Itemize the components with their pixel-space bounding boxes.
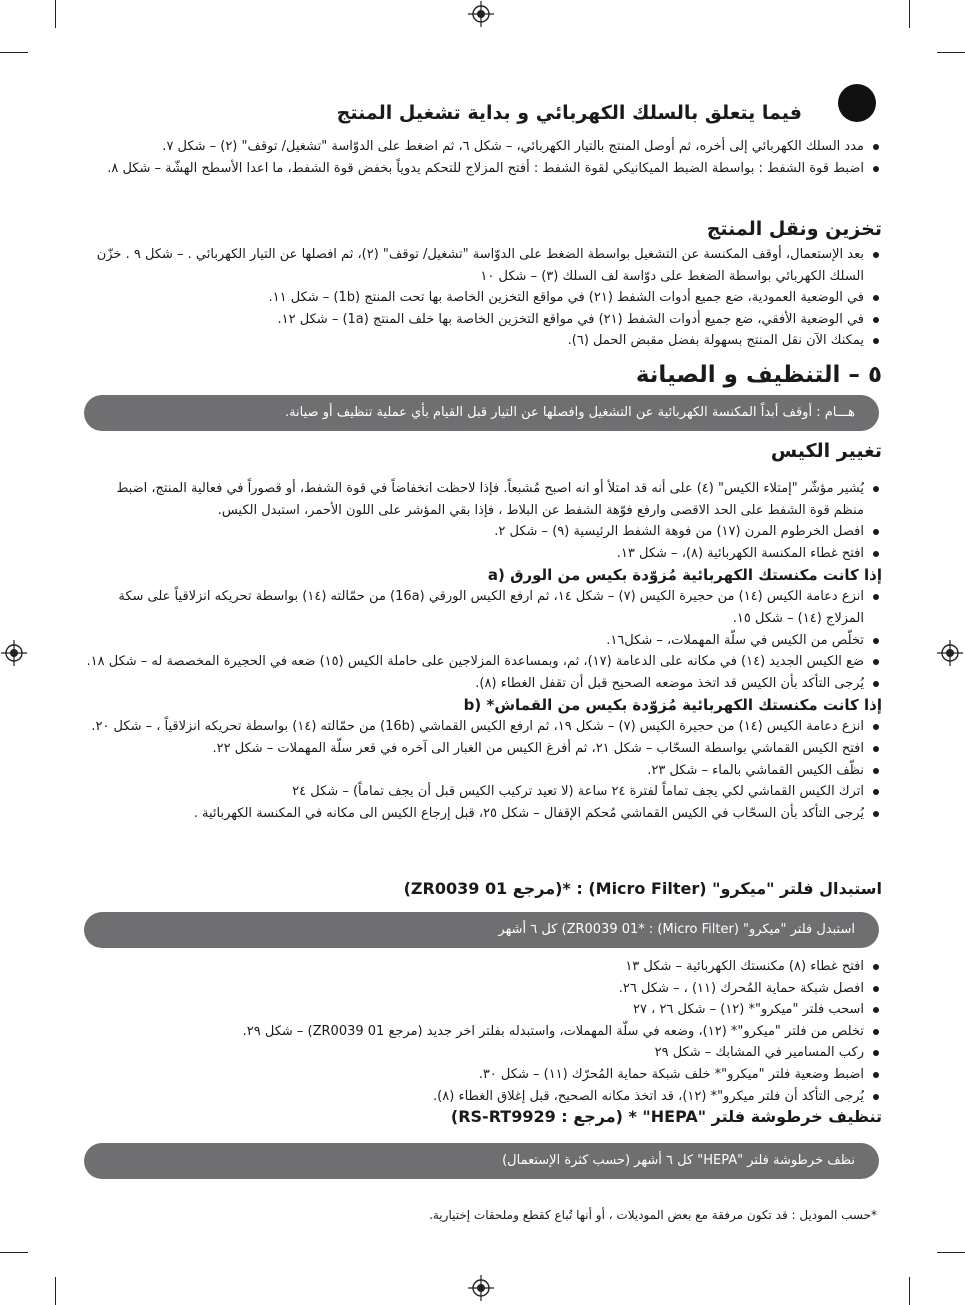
section-marker-dot	[838, 84, 876, 122]
list-item: يُرجى التأكد أن فلتر ميكرو"* (١٢)، قد اتخذ مكانه الصحيح، قبل إغلاق الغطاء (٨).	[82, 1086, 882, 1108]
list-item: ركب المسامير في المشابك – شكل ٢٩	[82, 1042, 882, 1064]
list-item: افتح غطاء (٨) مكنستك الكهربائية – شكل ١٣	[82, 956, 882, 978]
info-banner: نظف خرطوشة فلتر "HEPA" كل ٦ أشهر (حسب كثرة الإستعمال)	[84, 1143, 879, 1179]
list-item: يمكنك الآن نقل المنتج بسهولة بفضل مقبض الحمل (٦).	[82, 330, 882, 352]
list-item: في الوضعية العمودية، ضع جميع أدوات الشفط (٢١) في مواقع التخزين الخاصة بها تحت المنتج (1b) – شكل ١١.	[82, 287, 882, 309]
list-item: يُشير مؤشّر "إمتلاء الكيس" (٤) على أنه قد امتلأ أو انه اصبح مُشبعاً. فإذا لاحظت انخفاضاً في قوة الشفط، أو قصوراً في فعالية المنتج، اضبط منظم قوة الشفط على الحد الاقصى وارفع فوّهة الشفط عن البلاط ، فإذا بقي المؤشر على اللون الأحمر، استبدل الكيس.	[82, 478, 882, 521]
section-title: تنظيف خرطوشة فلتر "HEPA" * (مرجع : RS-RT9929)	[450, 1107, 882, 1126]
list-item: اضبط قوة الشفط : بواسطة الضبط الميكانيكي لقوة الشفط : أفتح المزلاج للتحكم يدوياً بخفض قوة الشفط، ما اعدا الأسطح الهشّة – شكل ٨.	[82, 158, 882, 180]
crop-mark	[55, 0, 56, 28]
section-title: تغيير الكيس	[770, 440, 882, 462]
list-item: انزع دعامة الكيس (١٤) من حجيرة الكيس (٧) – شكل ١٩، ثم ارفع الكيس القماشي (16b) من حمّالته (١٤) بواسطة تحريكه انزلاقياً ، – شكل ٢٠.	[82, 716, 882, 738]
footnote: *حسب الموديل : قد تكون مرفقة مع بعض الموديلات ، أو أنها تُباع كقطع وملحقات إختيارية.	[429, 1208, 877, 1222]
crop-mark	[909, 0, 910, 28]
list-item: اسحب فلتر "ميكرو"* (١٢) – شكل ٢٦ ، ٢٧	[82, 999, 882, 1021]
crop-mark	[909, 1277, 910, 1305]
list-item: انزع دعامة الكيس (١٤) من حجيرة الكيس (٧) – شكل ١٤، ثم ارفع الكيس الورقي (16a) من حمّالته (١٤) بواسطة تحريكه انزلاقياً على سكة المزلاج (١٤) – شكل ١٥.	[82, 586, 882, 629]
section-title: فيما يتعلق بالسلك الكهربائي و بداية تشغيل المنتج	[336, 102, 802, 124]
crop-mark	[0, 1252, 28, 1253]
section-power-cord	[82, 100, 802, 126]
section-title: تخزين ونقل المنتج	[706, 218, 882, 240]
section-micro-filter	[82, 878, 882, 900]
subsection-a-title	[82, 564, 882, 586]
registration-mark-left	[1, 640, 27, 666]
crop-mark	[937, 1252, 965, 1253]
section-storage	[82, 216, 882, 352]
section-title: ٥ – التنظيف و الصيانة	[635, 362, 882, 388]
list-item: نظّف الكيس القماشي بالماء – شكل ٢٣.	[82, 760, 882, 782]
list-item: افصل الخرطوم المرن (١٧) من فوهة الشفط الرئيسية (٩) – شكل ٢.	[82, 521, 882, 543]
section-title: استبدال فلتر "ميكرو" (Micro Filter) : *(مرجع ZR0039 01)	[403, 879, 882, 898]
subsection-a-text: إذا كانت مكنستك الكهربائية مُزوّدة بكيس من الورق	[510, 566, 882, 585]
subsection-b-letter: b)	[463, 696, 482, 715]
list-item: ضع الكيس الجديد (١٤) في مكانه على الدعامة (١٧)، ثم، وبمساعدة المزلاجين على حاملة الكيس (١٥) ضعه في الحجيرة المخصصة له – شكل ١٨.	[82, 651, 882, 673]
section-cleaning	[82, 360, 882, 390]
subsection-a-letter: a)	[487, 566, 505, 585]
warning-banner: هـــام : أوقف أبداً المكنسة الكهربائية عن التشغيل وافصلها عن التيار قبل القيام بأي عملية تنظيف أو صيانة.	[84, 395, 879, 431]
crop-mark	[55, 1277, 56, 1305]
list-item: اضبط وضعية فلتر "ميكرو"* خلف شبكة حماية المُحرّك (١١) – شكل ٣٠.	[82, 1064, 882, 1086]
list-item: بعد الإستعمال، أوقف المكنسة عن التشغيل بواسطة الضغط على الدوّاسة "تشغيل/ توقف" (٢)، ثم افصلها عن التيار الكهربائي . – شكل ٩ . خزّن السلك الكهربائي بواسطة الضغط على دوّاسة لف السلك (٣) – شكل ١٠	[82, 244, 882, 287]
list-item: تخلّص من الكيس في سلّة المهملات، – شكل١٦.	[82, 630, 882, 652]
section-bag-change	[82, 438, 882, 824]
crop-mark	[0, 52, 28, 53]
crop-mark	[937, 52, 965, 53]
list-item: يُرجى التأكد بأن الكيس قد اتخذ موضعه الصحيح قبل أن تقفل الغطاء (٨).	[82, 673, 882, 695]
registration-mark-bottom	[468, 1275, 494, 1301]
list-item: افصل شبكة حماية المُحرك (١١) ، – شكل ٢٦.	[82, 978, 882, 1000]
list-item: تخلص من فلتر "ميكرو"* (١٢)، وضعه في سلّة المهملات، واستبدله بفلتر اخر جديد (مرجع ZR0039 01) – شكل ٢٩.	[82, 1021, 882, 1043]
list-item: يُرجى التأكد بأن السحّاب في الكيس القماشي مُحكم الإقفال – شكل ٢٥، قبل إرجاع الكيس الى مكانه في المكنسة الكهربائية .	[82, 803, 882, 825]
subsection-b-title	[82, 694, 882, 716]
section-power-cord-body	[82, 136, 882, 179]
registration-mark-right	[937, 640, 963, 666]
section-hepa	[82, 1106, 882, 1128]
list-item: مدد السلك الكهربائي إلى أخره، ثم أوصل المنتج بالتيار الكهربائي، – شكل ٦، ثم اضغط على الدوّاسة "تشغيل/ توقف" (٢) – شكل ٧.	[82, 136, 882, 158]
registration-mark-top	[468, 1, 494, 27]
info-banner: استبدل فلتر "ميكرو" (Micro Filter) : *ZR0039 01) كل ٦ أشهر	[84, 912, 879, 948]
section-micro-filter-body	[82, 956, 882, 1107]
list-item: اترك الكيس القماشي لكي يجف تماماً لفترة ٢٤ ساعة (لا تعيد تركيب الكيس قبل أن يجف تماماً) – شكل ٢٤	[82, 781, 882, 803]
list-item: افتح الكيس القماشي بواسطة السحّاب – شكل ٢١، ثم أفرغ الكيس من الغبار الى آخره في قعر سلّة المهملات – شكل ٢٢.	[82, 738, 882, 760]
subsection-b-text: إذا كانت مكنستك الكهربائية مُزوّدة بكيس من القماش*	[486, 696, 882, 715]
list-item: في الوضعية الأفقي، ضع جميع أدوات الشفط (٢١) في مواقع التخزين الخاصة بها خلف المنتج (1a) – شكل ١٢.	[82, 309, 882, 331]
list-item: افتح غطاء المكنسة الكهربائية (٨)، – شكل ١٣.	[82, 543, 882, 565]
